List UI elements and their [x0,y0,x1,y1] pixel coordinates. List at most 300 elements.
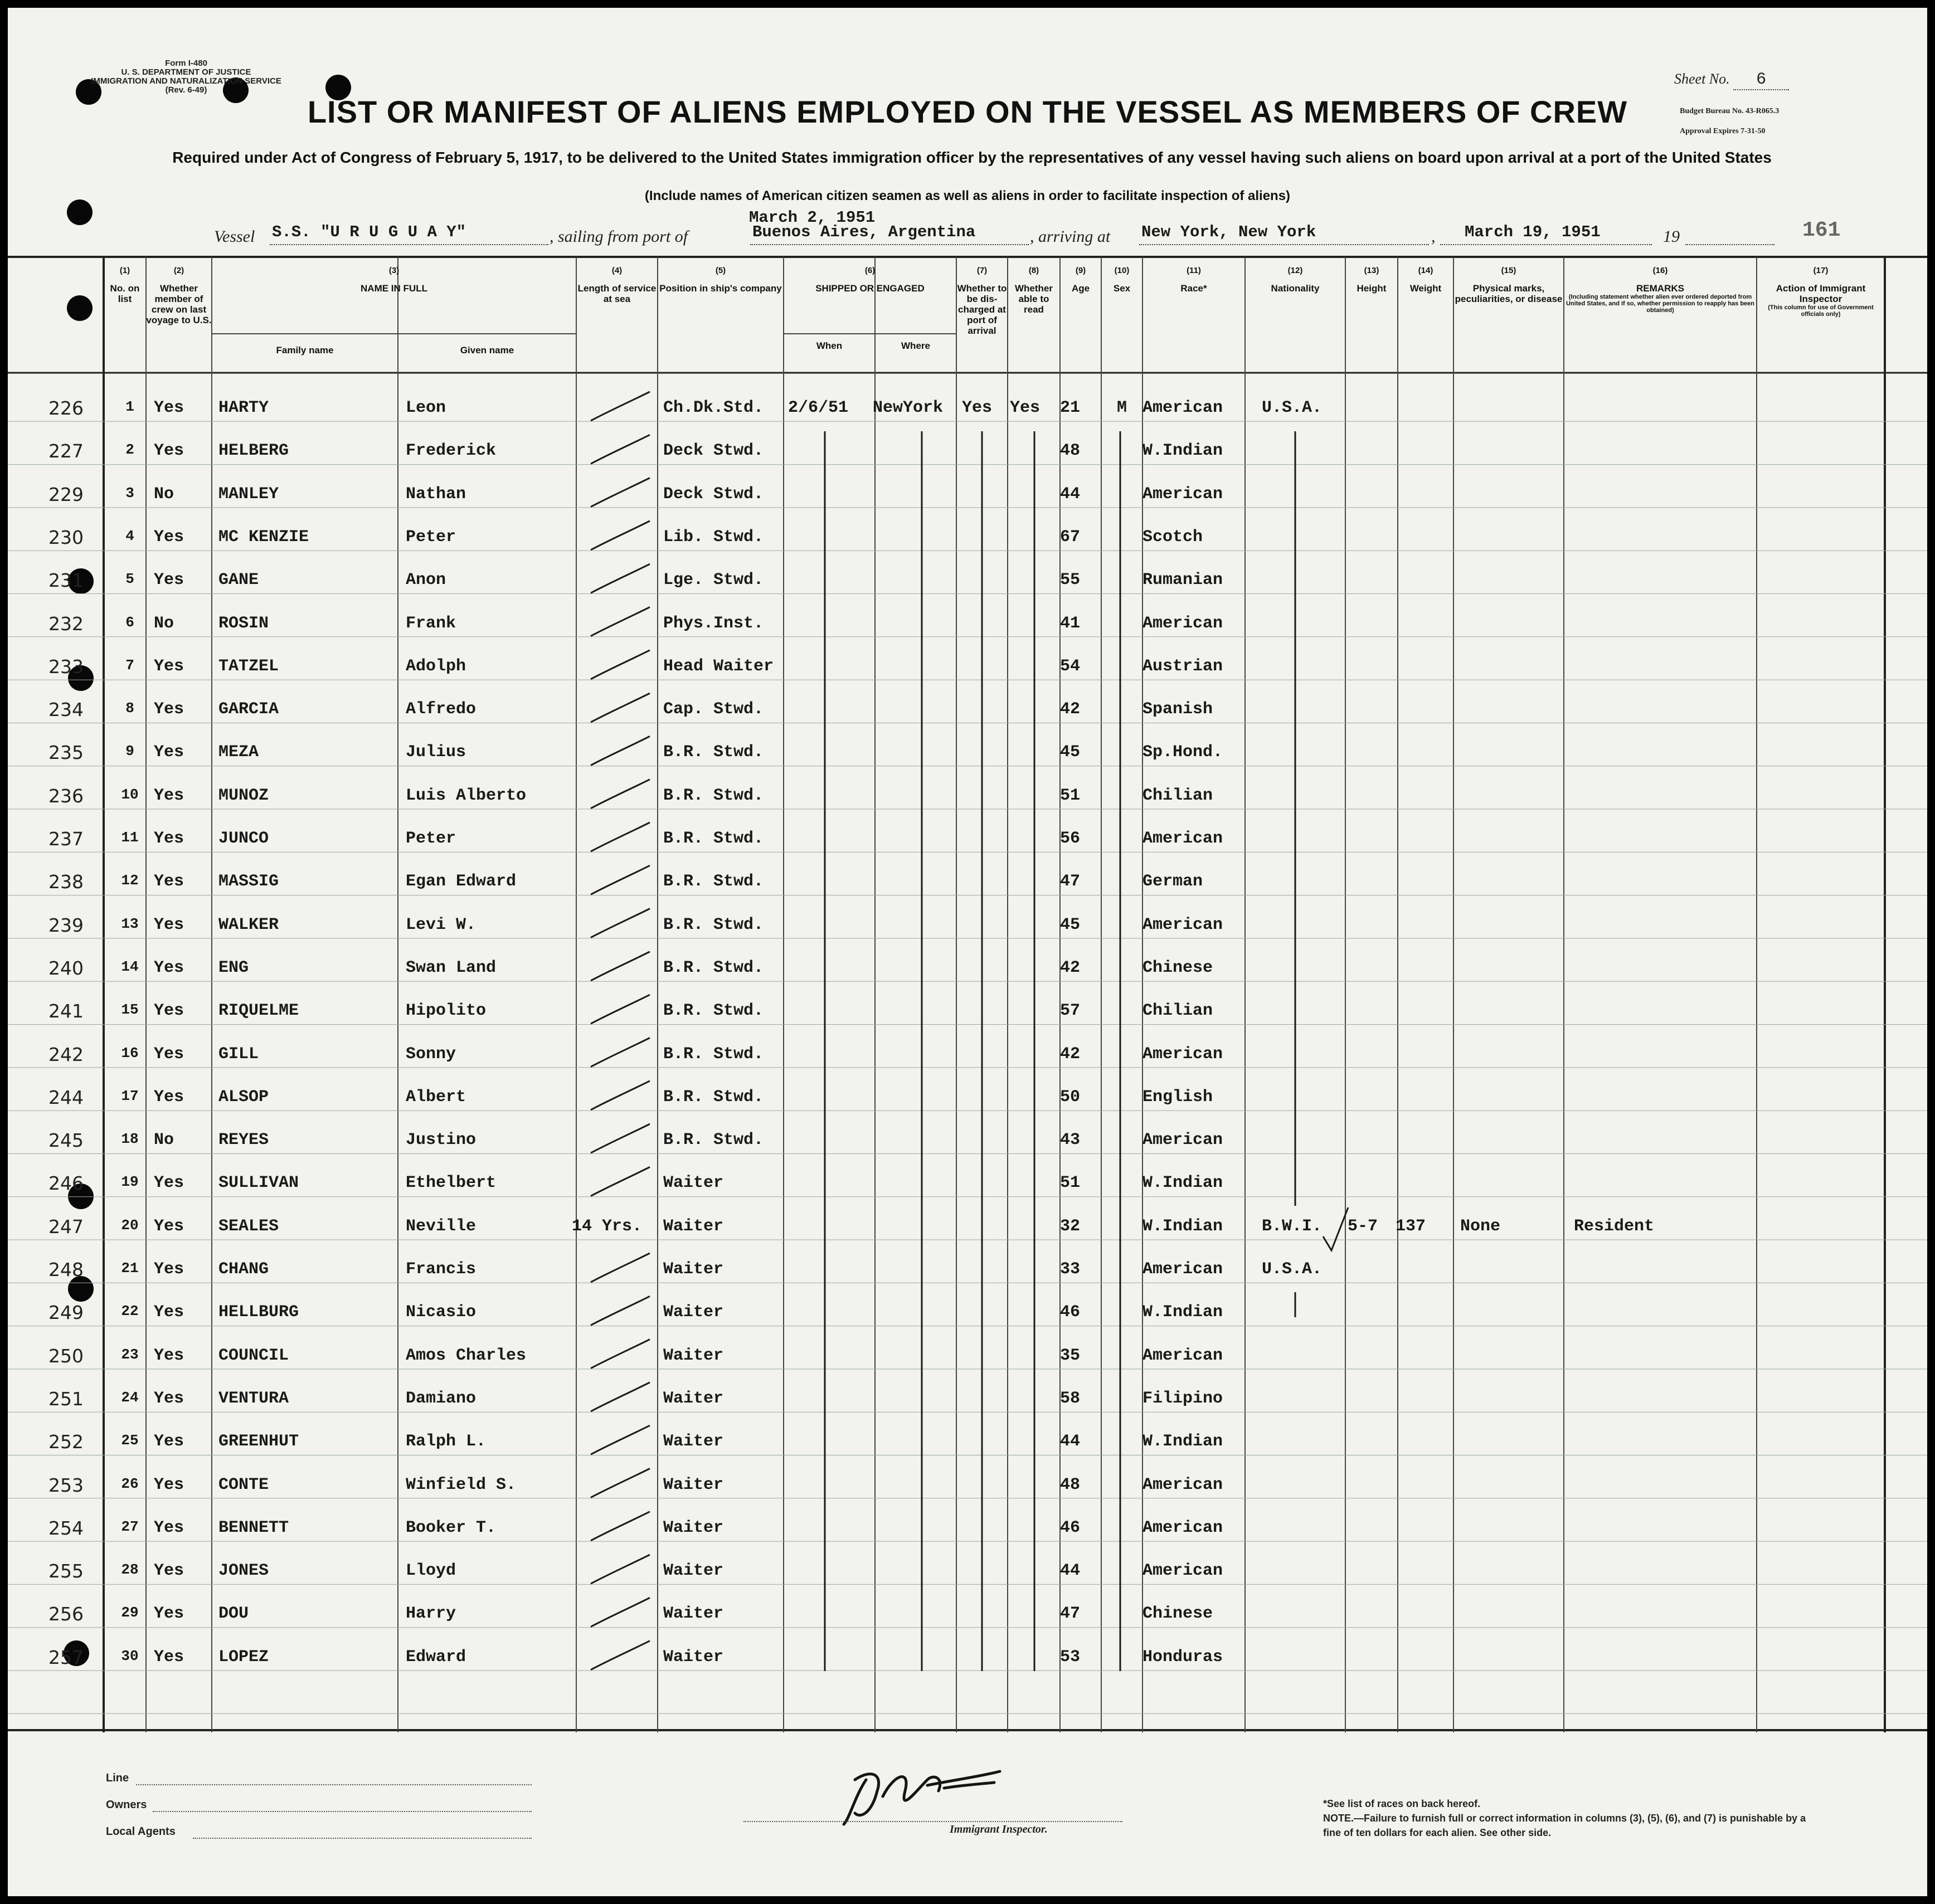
column-label: Given name [460,345,514,356]
ditto-stroke [591,1296,650,1325]
include-statement: (Include names of American citizen seamen as well as aliens in order to facilitate inspection of aliens) [644,188,1291,203]
column-label: Whether able to read [1015,283,1053,315]
cell-given: Frank [406,613,456,633]
line-label: Line [106,1772,129,1784]
ditto-stroke [591,1382,650,1411]
column-label: Action of Immigrant Inspector [1776,283,1866,304]
cell-race: American [1142,1260,1223,1279]
cell-given: Amos Charles [406,1346,527,1365]
cell-no: 5 [125,571,134,588]
header-physical-marks [1453,266,1564,304]
cell-no: 22 [121,1303,139,1320]
cell-given: Luis Alberto [406,786,527,805]
column-label: Length of service at sea [577,283,657,304]
line-number: 252 [48,1431,84,1453]
cell-last: Yes [154,1604,184,1624]
column-number: (4) [611,266,623,275]
sheet-value: 6 [1733,70,1789,90]
cell-no: 3 [125,484,134,501]
column-number: (17) [1813,266,1829,275]
cell-given: Adolph [406,656,466,676]
inspector-signature [833,1757,1022,1830]
ditto-stroke [591,1598,650,1627]
cell-age: 45 [1060,915,1081,934]
line-number: 237 [48,828,84,850]
cell-last: Yes [154,1432,184,1452]
cell-marks: None [1460,1216,1501,1236]
cell-age: 44 [1060,484,1081,504]
cell-no: 18 [121,1131,139,1148]
cell-race: Filipino [1142,1389,1223,1408]
header-where [875,340,956,351]
line-number: 248 [48,1259,84,1280]
cell-race: Rumanian [1142,571,1223,590]
line-number: 233 [48,655,84,678]
cell-family: MUNOZ [218,786,269,805]
column-label: SHIPPED OR ENGAGED [815,283,925,294]
ditto-stroke [591,909,650,938]
cell-family: JONES [218,1561,269,1581]
cell-position: B.R. Stwd. [663,1044,764,1064]
cell-last: Yes [154,1001,184,1021]
cell-remarks: Resident [1574,1216,1655,1236]
cell-service: 14 Yrs. [572,1216,643,1236]
column-label: Whether to be dis-charged at port of arrival [957,283,1007,336]
cell-last: Yes [154,1216,184,1236]
column-number: (2) [173,266,184,275]
cell-given: Albert [406,1087,466,1107]
line-number: 244 [48,1086,84,1108]
cell-family: SEALES [218,1216,279,1236]
cell-position: Waiter [663,1260,724,1279]
column-number: (15) [1501,266,1516,275]
cell-position: B.R. Stwd. [663,872,764,892]
column-label: Age [1071,283,1090,294]
column-sublabel: (This column for use of Government officials only) [1768,304,1874,318]
ditto-stroke [591,822,650,851]
cell-age: 44 [1060,1561,1081,1581]
cell-last: Yes [154,786,184,805]
cell-last: Yes [154,398,184,417]
ditto-stroke [591,1253,650,1282]
column-label: Family name [276,345,334,356]
cell-no: 17 [121,1087,139,1104]
crew-table [8,256,1927,1732]
cell-given: Anon [406,571,446,590]
header-given-name [398,345,576,356]
header-action-inspector [1757,266,1885,318]
ditto-stroke [591,1038,650,1067]
cell-last: Yes [154,1173,184,1193]
cell-weight: 137 [1396,1216,1426,1236]
column-label: Physical marks, peculiarities, or disease [1455,283,1563,304]
cell-position: Waiter [663,1432,724,1452]
cell-family: REYES [218,1131,269,1150]
cell-position: B.R. Stwd. [663,1087,764,1107]
ditto-stroke [591,478,650,507]
line-number: 246 [48,1172,84,1195]
cell-position: Waiter [663,1604,724,1624]
cell-race: American [1142,398,1223,417]
cell-position: Phys.Inst. [663,613,764,633]
cell-age: 46 [1060,1303,1081,1322]
cell-race: American [1142,1475,1223,1494]
cell-last: Yes [154,829,184,848]
cell-given: Alfredo [406,700,477,719]
cell-age: 51 [1060,1173,1081,1193]
cell-no: 25 [121,1432,139,1449]
cell-race: Honduras [1142,1647,1223,1667]
column-number: (6) [864,266,876,275]
races-note: *See list of races on back hereof. [1323,1798,1481,1809]
cell-race: W.Indian [1142,1173,1223,1193]
form-service: IMMIGRATION AND NATURALIZATION SERVICE [91,76,281,86]
cell-position: Lge. Stwd. [663,571,764,590]
cell-race: Chinese [1142,1604,1213,1624]
header-when [784,340,875,351]
cell-last: No [154,613,174,633]
year-label: 19 [1663,227,1680,246]
ditto-stroke [591,736,650,765]
cell-race: W.Indian [1142,1303,1223,1322]
cell-last: Yes [154,441,184,461]
header-position [658,266,784,294]
cell-last: Yes [154,1389,184,1408]
cell-family: GREENHUT [218,1432,299,1452]
cell-given: Peter [406,829,456,848]
cell-last: Yes [154,1561,184,1581]
column-label: REMARKS [1636,283,1684,294]
cell-given: Justino [406,1131,477,1150]
cell-age: 43 [1060,1131,1081,1150]
cell-no: 16 [121,1044,139,1061]
cell-position: Waiter [663,1389,724,1408]
cell-race: W.Indian [1142,1432,1223,1452]
line-number: 232 [48,612,84,635]
sheet-label: Sheet No. [1674,71,1730,87]
cell-age: 46 [1060,1518,1081,1537]
cell-given: Frederick [406,441,497,461]
form-number: Form I-480 [165,59,207,68]
cell-position: Waiter [663,1303,724,1322]
column-label: Sex [1113,283,1131,294]
line-number: 229 [48,483,84,505]
column-number: (3) [388,266,400,275]
line-number: 254 [48,1517,84,1539]
local-agents-label: Local Agents [106,1825,176,1838]
header-name-in-full [212,266,576,294]
ditto-stroke [591,392,650,421]
cell-given: Julius [406,743,466,762]
cell-last: Yes [154,1087,184,1107]
cell-no: 8 [125,700,134,717]
cell-race: American [1142,1561,1223,1581]
cell-position: B.R. Stwd. [663,786,764,805]
column-label: Whether member of crew on last voyage to U.S. [146,283,212,325]
cell-age: 53 [1060,1647,1081,1667]
cell-given: Peter [406,527,456,547]
immigrant-inspector-label: Immigrant Inspector. [950,1823,1048,1835]
ditto-stroke [591,1167,650,1196]
cell-family: MEZA [218,743,259,762]
cell-age: 55 [1060,571,1081,590]
cell-race: English [1142,1087,1213,1107]
cell-no: 21 [121,1260,139,1277]
cell-age: 42 [1060,958,1081,977]
cell-last: Yes [154,571,184,590]
cell-position: Head Waiter [663,656,774,676]
column-number: (16) [1652,266,1668,275]
column-label: Nationality [1271,283,1320,294]
cell-family: GANE [218,571,259,590]
line-number: 226 [48,397,84,419]
cell-where: NewYork [873,398,944,417]
cell-age: 47 [1060,1604,1081,1624]
cell-no: 29 [121,1604,139,1621]
cell-age: 33 [1060,1260,1081,1279]
cell-given: Egan Edward [406,872,517,892]
line-number: 227 [48,440,84,462]
cell-family: GARCIA [218,700,279,719]
line-number: 249 [48,1302,84,1324]
penalty-note: NOTE.—Failure to furnish full or correct information in columns (3), (5), (6), and (7) is punishable by a fine of ten dollars for each alien. See other side. [1323,1813,1806,1838]
cell-age: 42 [1060,700,1081,719]
cell-race: Spanish [1142,700,1213,719]
cell-race: Sp.Hond. [1142,743,1223,762]
cell-when: 2/6/51 [788,398,849,417]
line-number: 239 [48,914,84,936]
cell-position: Waiter [663,1475,724,1494]
column-label: When [816,340,843,351]
cell-nat: U.S.A. [1262,398,1323,417]
ditto-stroke [591,865,650,894]
column-number: (9) [1075,266,1086,275]
column-number: (7) [976,266,988,275]
cell-family: MASSIG [218,872,279,892]
cell-family: LOPEZ [218,1647,269,1667]
cell-no: 9 [125,743,134,760]
cell-last: Yes [154,656,184,676]
cell-family: RIQUELME [218,1001,299,1021]
header-able-to-read [1008,266,1060,315]
cell-no: 26 [121,1475,139,1492]
cell-age: 56 [1060,829,1081,848]
cell-age: 48 [1060,441,1081,461]
cell-family: ENG [218,958,249,977]
cell-race: American [1142,1044,1223,1064]
cell-no: 23 [121,1346,139,1363]
cell-position: Waiter [663,1647,724,1667]
cell-age: 21 [1060,398,1081,417]
cell-last: No [154,1131,174,1150]
arriving-label: , arriving at [1030,227,1111,246]
cell-no: 4 [125,527,134,544]
ditto-stroke [591,780,650,809]
line-number: 247 [48,1215,84,1238]
cell-given: Winfield S. [406,1475,517,1494]
cell-family: MC KENZIE [218,527,309,547]
cell-position: B.R. Stwd. [663,915,764,934]
cell-position: Waiter [663,1346,724,1365]
form-department: U. S. DEPARTMENT OF JUSTICE [121,67,251,77]
manifest-page [8,8,1927,1896]
cell-family: SULLIVAN [218,1173,299,1193]
cell-last: Yes [154,527,184,547]
cell-race: American [1142,915,1223,934]
header-remarks [1564,266,1757,314]
cell-disch: Yes [962,398,993,417]
cell-sex: M [1117,398,1127,417]
cell-nat: U.S.A. [1262,1260,1323,1279]
sailing-date: March 2, 1951 [749,208,876,227]
cell-age: 67 [1060,527,1081,547]
sailing-label: , sailing from port of [550,227,688,246]
cell-last: Yes [154,915,184,934]
line-number: 241 [48,1000,84,1022]
ditto-stroke [591,1469,650,1498]
column-label: No. on list [110,283,140,304]
column-number: (1) [119,266,130,275]
cell-last: Yes [154,1303,184,1322]
cell-given: Swan Land [406,958,497,977]
cell-no: 30 [121,1647,139,1664]
header-shipped-engaged [784,266,956,294]
cell-age: 58 [1060,1389,1081,1408]
header-weight [1398,266,1453,294]
cell-position: Deck Stwd. [663,441,764,461]
vessel-name: S.S. "U R U G U A Y" [272,223,466,241]
owners-label: Owners [106,1799,147,1811]
cell-race: Chinese [1142,958,1213,977]
cell-family: ROSIN [218,613,269,633]
cell-no: 7 [125,656,134,674]
column-label: NAME IN FULL [361,283,427,294]
cell-given: Damiano [406,1389,477,1408]
ditto-stroke [591,1555,650,1584]
ditto-stroke [591,1081,650,1110]
vessel-line: Vessel S.S. "U R U G U A Y" , sailing from port of Buenos Aires, Argentina , arriving at New York, New York , March 19, 1951 19 [214,225,1864,249]
cell-race: W.Indian [1142,1216,1223,1236]
column-number: (13) [1364,266,1379,275]
header-race [1142,266,1245,294]
cell-position: B.R. Stwd. [663,1131,764,1150]
cell-last: Yes [154,872,184,892]
ditto-stroke [591,564,650,593]
cell-race: American [1142,829,1223,848]
cell-race: Austrian [1142,656,1223,676]
line-number: 235 [48,742,84,764]
column-number: (5) [715,266,726,275]
cell-family: HARTY [218,398,269,417]
cell-position: Deck Stwd. [663,484,764,504]
column-number: (10) [1114,266,1130,275]
cell-age: 41 [1060,613,1081,633]
cell-age: 44 [1060,1432,1081,1452]
cell-no: 11 [121,829,139,846]
cell-position: Cap. Stwd. [663,700,764,719]
header-last-voyage [146,266,212,325]
cell-no: 24 [121,1389,139,1406]
cell-race: Scotch [1142,527,1203,547]
cell-last: Yes [154,743,184,762]
cell-race: Chilian [1142,786,1213,805]
cell-last: Yes [154,1475,184,1494]
cell-given: Ethelbert [406,1173,497,1193]
cell-height: 5-7 [1348,1216,1378,1236]
cell-given: Ralph L. [406,1432,487,1452]
budget-bureau: Budget Bureau No. 43-R065.3 [1680,107,1780,115]
header-length-of-service [576,266,658,304]
cell-given: Sonny [406,1044,456,1064]
cell-age: 48 [1060,1475,1081,1494]
line-number: 230 [48,526,84,548]
line-number: 251 [48,1387,84,1410]
cell-age: 50 [1060,1087,1081,1107]
cell-position: Waiter [663,1518,724,1537]
cell-race: W.Indian [1142,441,1223,461]
cell-last: Yes [154,1044,184,1064]
cell-position: Ch.Dk.Std. [663,398,764,417]
column-number: (12) [1287,266,1303,275]
cell-age: 35 [1060,1346,1081,1365]
cell-family: BENNETT [218,1518,289,1537]
cell-race: Chilian [1142,1001,1213,1021]
ditto-stroke [591,1512,650,1541]
cell-race: American [1142,613,1223,633]
cell-age: 54 [1060,656,1081,676]
cell-family: ALSOP [218,1087,269,1107]
sheet-stamp: 161 [1802,218,1841,242]
ditto-stroke [591,995,650,1024]
line-number: 250 [48,1345,84,1367]
cell-no: 28 [121,1561,139,1579]
cell-race: American [1142,1131,1223,1150]
cell-no: 27 [121,1518,139,1535]
cell-given: Nathan [406,484,466,504]
cell-given: Lloyd [406,1561,456,1581]
form-identifier [75,59,298,95]
line-number: 231 [48,569,84,592]
cell-given: Hipolito [406,1001,487,1021]
ditto-stroke [591,607,650,636]
cell-nat: B.W.I. [1262,1216,1323,1236]
column-number: (14) [1418,266,1433,275]
cell-race: German [1142,872,1203,892]
cell-age: 51 [1060,786,1081,805]
footnote [1323,1796,1825,1840]
form-revision: (Rev. 6-49) [165,85,207,95]
ditto-stroke [591,650,650,679]
ditto-stroke [591,1340,650,1369]
cell-no: 19 [121,1173,139,1191]
cell-family: DOU [218,1604,249,1624]
cell-family: JUNCO [218,829,269,848]
cell-given: Francis [406,1260,477,1279]
cell-family: TATZEL [218,656,279,676]
line-number: 242 [48,1043,84,1065]
cell-no: 15 [121,1001,139,1019]
column-label: Where [901,340,930,351]
cell-race: American [1142,484,1223,504]
line-number: 256 [48,1603,84,1625]
header-age [1060,266,1101,294]
header-nationality [1245,266,1345,294]
column-label: Position in ship's company [659,283,782,294]
cell-last: Yes [154,700,184,719]
cell-position: Waiter [663,1216,724,1236]
cell-given: Harry [406,1604,456,1624]
column-sublabel: (Including statement whether alien ever ordered deported from United States, and if so, whether permission to reapply has been obtained) [1565,294,1755,314]
